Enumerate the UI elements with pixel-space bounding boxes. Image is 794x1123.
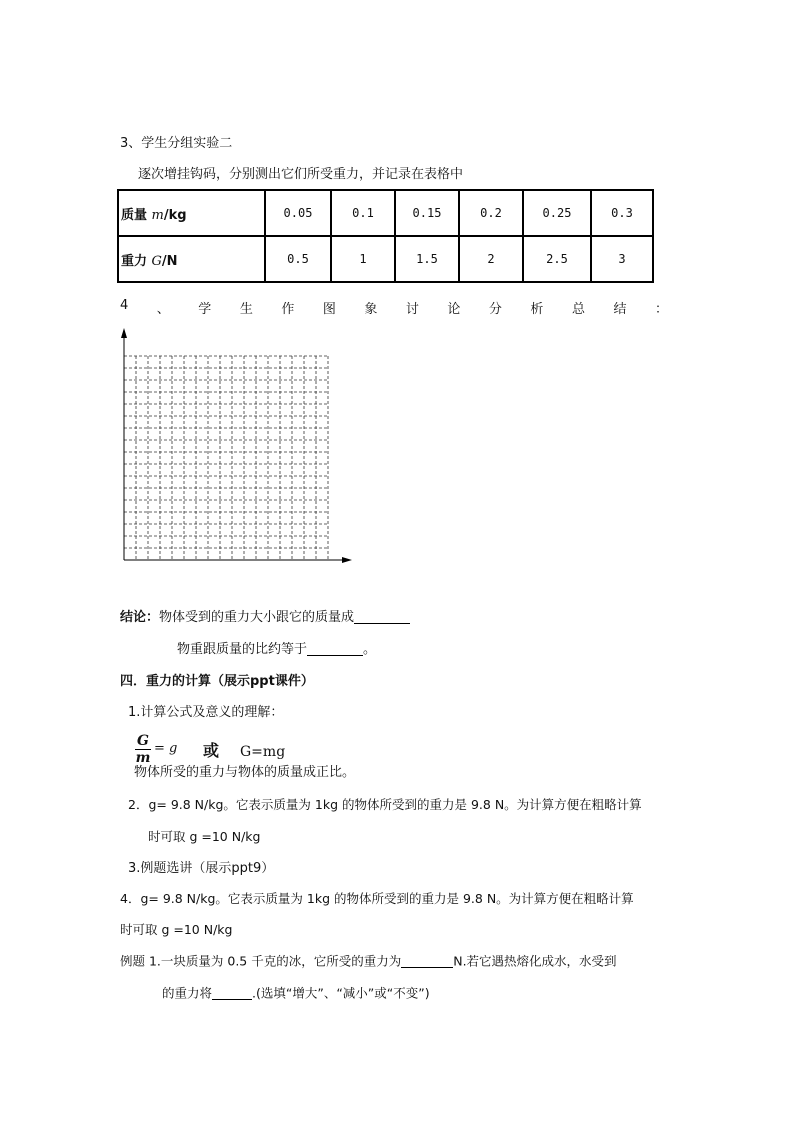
formula-note: 物体所受的重力与物体的质量成正比。 bbox=[134, 765, 356, 780]
table-cell: 0.3 bbox=[591, 190, 653, 236]
heading-char: ： bbox=[654, 302, 668, 317]
example-1-line-1: 例题 1.一块质量为 0.5 千克的冰，它所受的重力为 N.若它遇热熔化成水，水受到 bbox=[120, 953, 617, 969]
table-cell: 0.2 bbox=[459, 190, 523, 236]
table-cell: 0.25 bbox=[523, 190, 591, 236]
table-cell: 0.5 bbox=[265, 236, 331, 282]
mass-weight-table bbox=[117, 189, 654, 283]
heading-char: 、 bbox=[156, 302, 170, 317]
table-row-weight bbox=[118, 236, 653, 282]
item-3: 3.例题选讲（展示ppt9） bbox=[128, 861, 275, 876]
item-4-line-1: 4．g= 9.8 N/kg。它表示质量为 1kg 的物体所受到的重力是 9.8 N。为计算方便在粗略计算 bbox=[120, 891, 634, 906]
table-cell: 1 bbox=[331, 236, 395, 282]
x-axis-arrow-icon bbox=[342, 557, 352, 563]
table-cell: 1.5 bbox=[395, 236, 459, 282]
formula-or: 或 bbox=[203, 741, 220, 760]
heading-char: 论 bbox=[447, 302, 461, 317]
item-2-line-2: 时可取 g =10 N/kg bbox=[148, 829, 261, 844]
blank-graph-grid bbox=[112, 322, 358, 568]
part-4-title: 四．重力的计算（展示ppt课件） bbox=[120, 674, 314, 689]
heading-char: 象 bbox=[364, 302, 378, 317]
answer-blank[interactable] bbox=[212, 987, 252, 1000]
table-row-mass bbox=[118, 190, 653, 236]
heading-char: 讨 bbox=[405, 302, 419, 317]
heading-char: 图 bbox=[322, 302, 336, 317]
answer-blank[interactable] bbox=[307, 643, 363, 656]
example-1-line-2: 的重力将 .(选填“增大”、“减小”或“不变”) bbox=[162, 985, 430, 1001]
table-cell: 2.5 bbox=[523, 236, 591, 282]
conclusion-label: 结论： bbox=[120, 610, 160, 625]
item-2-line-1: 2．g= 9.8 N/kg。它表示质量为 1kg 的物体所受到的重力是 9.8 N。为计算方便在粗略计算 bbox=[128, 797, 642, 812]
heading-char: 结 bbox=[613, 302, 627, 317]
heading-char: 学 bbox=[198, 302, 212, 317]
section-3-instruction: 逐次增挂钩码，分别测出它们所受重力，并记录在表格中 bbox=[138, 167, 464, 182]
formula-rhs: = g bbox=[154, 741, 178, 756]
heading-char: 作 bbox=[281, 302, 295, 317]
conclusion-line-1: 结论：物体受到的重力大小跟它的质量成 bbox=[120, 611, 410, 624]
heading-char: 析 bbox=[530, 302, 544, 317]
conclusion-line-2: 物重跟质量的比约等于 。 bbox=[177, 642, 377, 657]
heading-char: 总 bbox=[571, 302, 585, 317]
table-cell: 0.1 bbox=[331, 190, 395, 236]
table-cell: 3 bbox=[591, 236, 653, 282]
answer-blank[interactable] bbox=[354, 611, 410, 624]
answer-blank[interactable] bbox=[401, 955, 453, 968]
table-cell: 0.15 bbox=[395, 190, 459, 236]
section-3-heading: 3、学生分组实验二 bbox=[120, 136, 233, 151]
heading-char: 分 bbox=[488, 302, 502, 317]
heading-char: 4 bbox=[120, 298, 129, 313]
formula-fraction: G m bbox=[135, 733, 151, 766]
formula-alt: G=mg bbox=[240, 744, 286, 760]
heading-char: 生 bbox=[239, 302, 253, 317]
table-cell: 2 bbox=[459, 236, 523, 282]
table-cell: 0.05 bbox=[265, 190, 331, 236]
y-axis-arrow-icon bbox=[121, 328, 127, 338]
item-1: 1.计算公式及意义的理解： bbox=[128, 705, 284, 720]
item-4-line-2: 时可取 g =10 N/kg bbox=[120, 922, 233, 937]
row-header-mass: 质量 m/kg bbox=[118, 190, 265, 236]
section-4-heading bbox=[120, 298, 668, 317]
row-header-weight: 重力 G/N bbox=[118, 236, 265, 282]
